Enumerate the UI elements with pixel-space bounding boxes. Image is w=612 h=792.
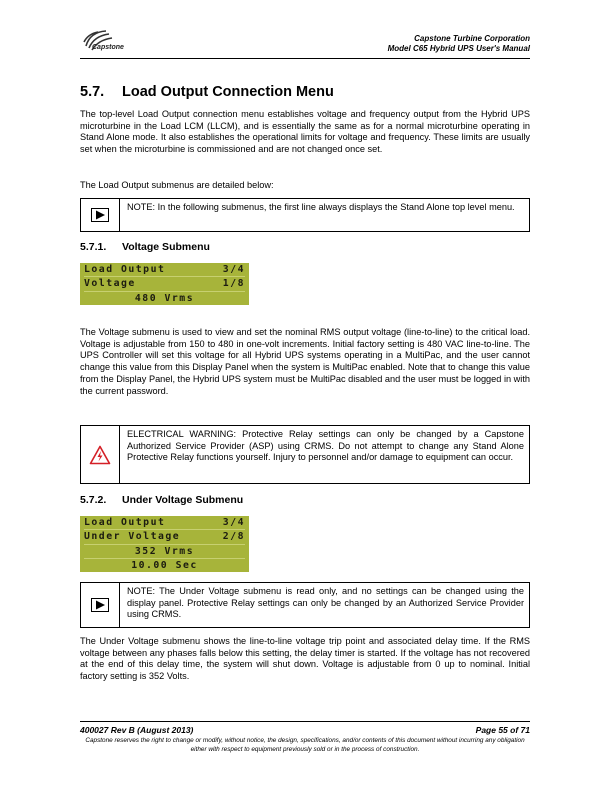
lcd-voltage-value: 352 Vrms xyxy=(134,545,195,557)
under-voltage-body-text: The Under Voltage submenu shows the line-to-line voltage trip point and associated delay time. If the RMS voltage between any phases falls below this setting, the delay timer is started. If the voltage has not recovered at the end of this delay time, the system will shut down. Voltage is adjustable from 0 up to nominal. Initial factory setting is 352 Volts. xyxy=(80,636,530,682)
lcd-submenu-label: Under Voltage xyxy=(84,531,181,543)
lcd-line-3 xyxy=(84,292,245,305)
lcd-line-1 xyxy=(84,516,245,530)
note-text-2: NOTE: The Under Voltage submenu is read only, and no settings can be changed using the display panel. Protective Relay settings can only be changed by an Authorized Service Provider using CRMS. xyxy=(127,586,524,619)
warning-text: ELECTRICAL WARNING: Protective Relay settings can only be changed by a Capstone Authorized Service Provider (ASP) using CRMS. Do not attempt to change any Stand Alone Protective Relay functions yourself. Injury to personnel and/or damage to equipment can occur. xyxy=(127,429,524,462)
company-name: Capstone Turbine Corporation xyxy=(414,34,530,43)
lcd-menu-label: Load Output xyxy=(84,264,166,275)
voltage-lcd-display xyxy=(80,263,249,305)
note-box-1 xyxy=(80,198,530,232)
lcd-line-2 xyxy=(84,530,245,544)
warning-box xyxy=(80,425,530,484)
note-icon-cell xyxy=(81,199,120,231)
footer-divider xyxy=(80,721,530,722)
lcd-line-4 xyxy=(84,559,245,572)
note-arrow-icon xyxy=(91,598,109,612)
lcd-line-3 xyxy=(84,545,245,559)
intro-paragraph xyxy=(80,109,530,156)
section-title: Load Output Connection Menu xyxy=(122,84,334,100)
under-voltage-number: 5.7.2. xyxy=(80,494,107,506)
lcd-submenu-label: Voltage xyxy=(84,278,136,290)
header-info xyxy=(388,34,530,54)
note-box-2 xyxy=(80,582,530,628)
note-icon-cell xyxy=(81,583,120,627)
lcd-menu-label: Load Output xyxy=(84,517,166,528)
voltage-body-text: The Voltage submenu is used to view and set the nominal RMS output voltage (line-to-line) to the critical load. Voltage is adjustable from 150 to 480 in one-volt increments. Initial factory setting is 480 VAC line-to-line. The UPS Controller will set this voltage for all Hybrid UPS systems operating in a MultiPac, and the user cannot change this value from this Display Panel when the system is MultiPac enabled. Note that to change this value from the Display Panel, the Hybrid UPS system must be MultiPac disabled and the user must be logged in with the current password. xyxy=(80,327,530,396)
under-voltage-heading xyxy=(80,494,530,506)
lcd-menu-index: 3/4 xyxy=(222,264,245,275)
submenus-intro-text: The Load Output submenus are detailed below: xyxy=(80,180,274,190)
voltage-title: Voltage Submenu xyxy=(122,241,210,253)
intro-text: The top-level Load Output connection menu establishes voltage and frequency output from the Hybrid UPS microturbine in the Load LCM (LLCM), and is essentially the same as for a normal microturbine operating in Stand Alone mode. It also establishes the operational limits for voltage and frequency. These limits are usually set when the microturbine is commissioned and are not changed once set. xyxy=(80,109,530,155)
header-divider xyxy=(80,58,530,59)
page-number: Page 55 of 71 xyxy=(475,725,530,735)
footer-disclaimer: Capstone reserves the right to change or modify, without notice, the design, specifications, and/or contents of this document without incurring any obligation either with respect to equipment previously sold or in the process of construction. xyxy=(85,737,525,753)
lcd-line-2 xyxy=(84,277,245,291)
note-text-1: NOTE: In the following submenus, the first line always displays the Stand Alone top level menu. xyxy=(127,202,515,212)
submenus-intro xyxy=(80,180,530,192)
lcd-menu-index: 3/4 xyxy=(222,517,245,528)
lcd-submenu-index: 2/8 xyxy=(222,531,245,543)
voltage-number: 5.7.1. xyxy=(80,241,107,253)
voltage-heading xyxy=(80,241,530,253)
under-voltage-title: Under Voltage Submenu xyxy=(122,494,244,506)
note-arrow-icon xyxy=(91,208,109,222)
manual-title: Model C65 Hybrid UPS User's Manual xyxy=(387,44,530,53)
lcd-delay-value: 10.00 Sec xyxy=(131,559,198,571)
logo-text: Capstone xyxy=(92,44,124,51)
lcd-value: 480 Vrms xyxy=(134,292,195,304)
lcd-submenu-index: 1/8 xyxy=(222,278,245,290)
warning-icon-cell xyxy=(81,426,120,483)
section-number: 5.7. xyxy=(80,84,105,100)
electrical-warning-icon xyxy=(89,445,111,465)
document-number: 400027 Rev B (August 2013) xyxy=(80,725,194,735)
section-heading xyxy=(80,84,530,100)
under-voltage-paragraph xyxy=(80,636,530,683)
under-voltage-lcd-display xyxy=(80,516,249,572)
lcd-line-1 xyxy=(84,263,245,277)
voltage-paragraph xyxy=(80,327,530,397)
